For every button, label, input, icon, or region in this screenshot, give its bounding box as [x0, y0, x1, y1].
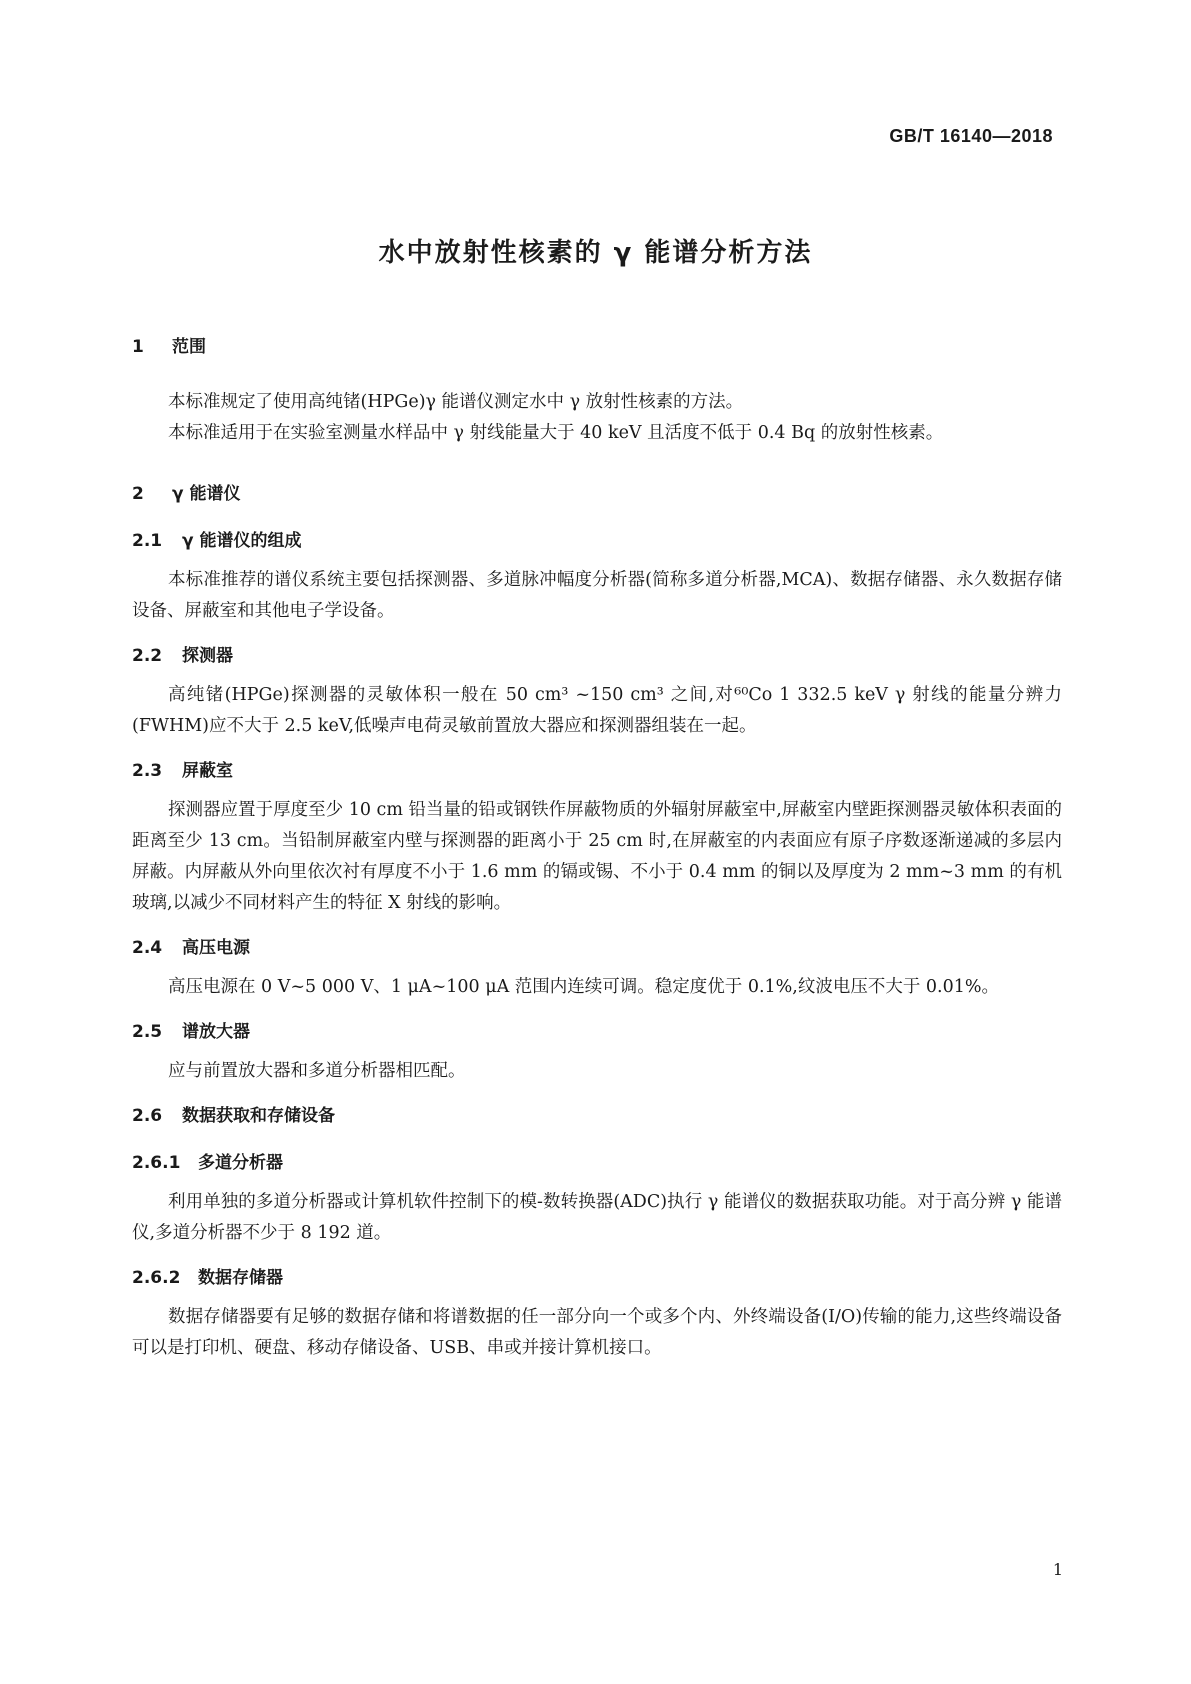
section-2-6-2-paragraph: 数据存储器要有足够的数据存储和将谱数据的任一部分向一个或多个内、外终端设备(I/O)传输的能力,这些终端设备可以是打印机、硬盘、移动存储设备、USB、串或并接计算机接口。	[132, 1307, 1062, 1358]
section-1-paragraph-2: 本标准适用于在实验室测量水样品中 γ 射线能量大于 40 keV 且活度不低于 0.4 Bq 的放射性核素。	[168, 423, 944, 443]
section-2-1-paragraph: 本标准推荐的谱仪系统主要包括探测器、多道脉冲幅度分析器(简称多道分析器,MCA)、数据存储器、永久数据存储设备、屏蔽室和其他电子学设备。	[132, 570, 1062, 621]
section-title: 屏蔽室	[182, 761, 233, 781]
section-number: 1	[132, 337, 144, 357]
section-2-6-2-heading	[132, 1263, 1062, 1288]
section-number: 2.5	[132, 1022, 163, 1042]
section-2-3-heading	[132, 756, 1062, 781]
section-2-2-heading	[132, 641, 1062, 666]
section-2-heading	[132, 479, 1062, 504]
section-title: 多道分析器	[198, 1153, 283, 1173]
section-number: 2.6.2	[132, 1268, 181, 1288]
section-2-3-paragraph: 探测器应置于厚度至少 10 cm 铅当量的铅或钢铁作屏蔽物质的外辐射屏蔽室中,屏蔽室内壁距探测器灵敏体积表面的距离至少 13 cm。当铅制屏蔽室内壁与探测器的距离小于 25 cm 时,在屏蔽室的内表面应有原子序数逐渐递减的多层内屏蔽。内屏蔽从外向里依次衬有厚度不小于 1.6 mm 的镉或锡、不小于 0.4 mm 的铜以及厚度为 2 mm~3 mm 的有机玻璃,以减少不同材料产生的特征 X 射线的影响。	[132, 800, 1062, 913]
section-title: γ 能谱仪的组成	[182, 531, 302, 551]
section-2-1-heading	[132, 526, 1062, 551]
document-title: 水中放射性核素的 γ 能谱分析方法	[378, 238, 813, 268]
section-2-2-paragraph: 高纯锗(HPGe)探测器的灵敏体积一般在 50 cm³ ~150 cm³ 之间,对⁶⁰Co 1 332.5 keV γ 射线的能量分辨力(FWHM)应不大于 2.5 keV,低噪声电荷灵敏前置放大器应和探测器组装在一起。	[132, 685, 1062, 736]
section-2-6-1-paragraph: 利用单独的多道分析器或计算机软件控制下的模-数转换器(ADC)执行 γ 能谱仪的数据获取功能。对于高分辨 γ 能谱仪,多道分析器不少于 8 192 道。	[132, 1192, 1062, 1243]
section-number: 2	[132, 484, 144, 504]
section-number: 2.6.1	[132, 1153, 181, 1173]
section-title: 范围	[172, 337, 206, 357]
section-2-6-1-heading	[132, 1148, 1062, 1173]
section-title: 谱放大器	[182, 1022, 250, 1042]
section-2-6-heading	[132, 1101, 1062, 1126]
section-title: 数据获取和存储设备	[182, 1106, 335, 1126]
section-number: 2.4	[132, 938, 163, 958]
section-2-4-paragraph: 高压电源在 0 V~5 000 V、1 μA~100 μA 范围内连续可调。稳定度优于 0.1%,纹波电压不大于 0.01%。	[168, 977, 1000, 997]
standard-code: GB/T 16140—2018	[889, 126, 1053, 146]
page-number: 1	[1052, 1560, 1063, 1579]
section-1-heading	[132, 332, 1062, 357]
section-title: 探测器	[182, 646, 233, 666]
section-number: 2.2	[132, 646, 163, 666]
section-2-4-heading	[132, 933, 1062, 958]
document-body	[132, 332, 1062, 1364]
section-1-paragraph-1: 本标准规定了使用高纯锗(HPGe)γ 能谱仪测定水中 γ 放射性核素的方法。	[168, 392, 744, 412]
section-number: 2.3	[132, 761, 163, 781]
section-2-5-paragraph: 应与前置放大器和多道分析器相匹配。	[168, 1061, 466, 1081]
section-title: 高压电源	[182, 938, 250, 958]
section-number: 2.1	[132, 531, 163, 551]
section-title: γ 能谱仪	[172, 484, 241, 504]
section-number: 2.6	[132, 1106, 163, 1126]
section-title: 数据存储器	[198, 1268, 283, 1288]
section-2-5-heading	[132, 1017, 1062, 1042]
